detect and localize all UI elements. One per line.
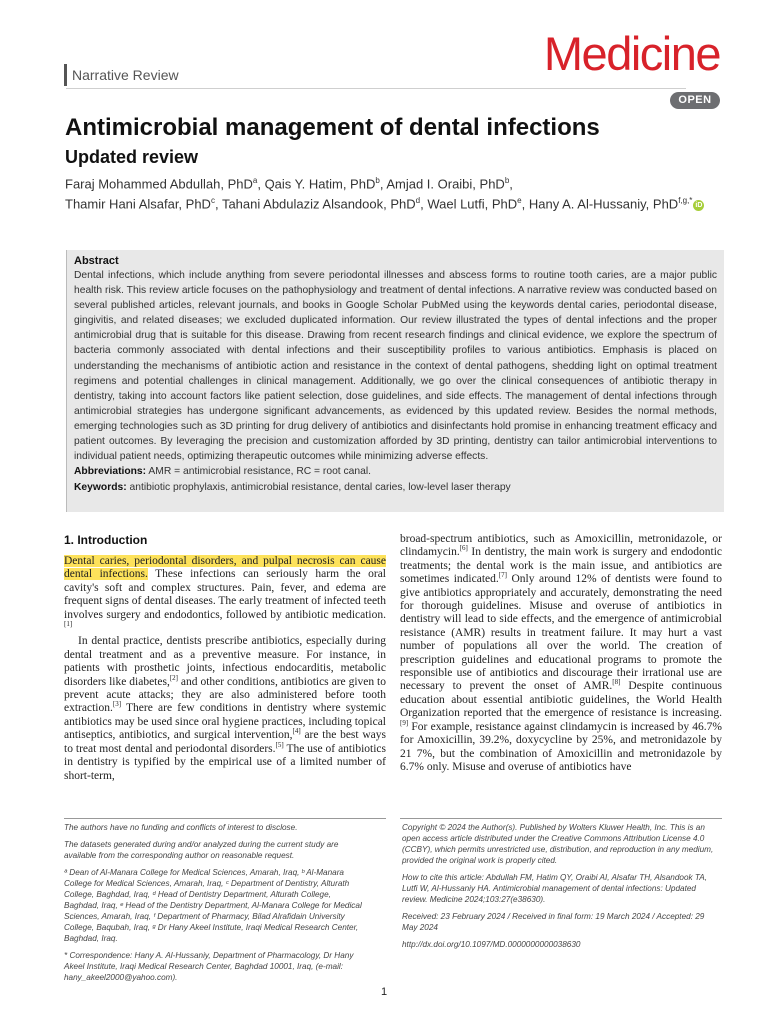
affiliation-mark: f,g,*	[678, 196, 693, 206]
body-text: broad-spectrum antibiotics, such as Amoxicillin, metronidazole, or clindamycin.	[400, 533, 722, 559]
author: Tahani Abdulaziz Alsandook, PhD	[221, 196, 416, 212]
article-subtitle: Updated review	[65, 147, 199, 167]
correspondence-note: * Correspondence: Hany A. Al-Hussaniy, Department of Pharmacology, Dr Hany Akeel Institute, Iraqi Medical Research Center, Baghdad 10001, Iraq, (e-mail: hany_akeel2000@yahoo.com).	[64, 951, 354, 982]
body-column-left	[64, 555, 386, 783]
author: Qais Y. Hatim, PhD	[264, 176, 376, 192]
abbreviations-label: Abbreviations:	[74, 466, 147, 478]
affiliation-mark: d	[415, 196, 421, 206]
abstract-box	[66, 250, 724, 512]
body-text: In dentistry, the main work is surgery and endodontic treatments; the dental work is the main issue, and antibiotics are sometimes indicated.	[400, 546, 722, 586]
abbreviations-text: AMR = antimicrobial resistance, RC = root canal.	[148, 466, 372, 478]
keywords	[74, 480, 717, 496]
citation-link[interactable]: [9]	[400, 718, 409, 727]
doi-link[interactable]: http://dx.doi.org/10.1097/MD.0000000000038630	[402, 940, 581, 949]
citation-link[interactable]: [3]	[112, 700, 122, 709]
paragraph	[400, 533, 722, 774]
footnotes-left	[64, 822, 364, 989]
footnote-rule	[400, 818, 722, 819]
dates-note: Received: 23 February 2024 / Received in final form: 19 March 2024 / Accepted: 29 May 2024	[402, 912, 705, 932]
open-access-badge: OPEN	[670, 92, 720, 109]
citation-note: How to cite this article: Abdullah FM, Hatim QY, Oraibi AI, Alsafar TH, Alsandook TA, Lutfi W, Al-Hussaniy HA. Antimicrobial management of dental infections: Updated review. Medicine 2024;103:27(e38630).	[402, 873, 708, 904]
paragraph	[64, 555, 386, 635]
affiliations-note: ª Dean of Al-Manara College for Medical Sciences, Amarah, Iraq, ᵇ Al-Manara College for Medical Sciences, Amarah, Iraq, ᶜ Department of Dentistry, Alturath College, Baghdad, Iraq, ᵈ Head of Dentistry Department, Alturath College, Baghdad, Iraq, ᵉ Head of the Dentistry Department, Al-Manara College for Medical Sciences, Amarah, Iraq, ᶠ Department of Pharmacy, Bilad Alrafidain University College, Baqubah, Iraq, ᵍ Dr Hany Akeel Institute, Iraqi Medical Research Center, Baghdad, Iraq.	[64, 868, 362, 943]
body-text: For example, resistance against clindamycin is increased by 46.7% for Amoxicillin, 39.2%, doxycycline by 25%, and metronidazole by 21 7%, but the combination of Amoxicillin and metronidazole by 6.7% only. Misuse and overuse of antibiotics have	[400, 720, 722, 773]
funding-note: The authors have no funding and conflicts of interest to disclose.	[64, 823, 298, 832]
affiliation-mark: b	[504, 176, 510, 185]
affiliation-mark: c	[210, 196, 215, 206]
page-number: 1	[380, 986, 388, 998]
citation-link[interactable]: [4]	[292, 727, 301, 736]
author: Thamir Hani Alsafar, PhD	[65, 196, 211, 212]
keywords-label: Keywords:	[74, 482, 127, 494]
article-title: Antimicrobial management of dental infections	[65, 114, 600, 141]
journal-logo: Medicine	[543, 27, 720, 80]
body-text: In dental practice, dentists prescribe antibiotics, especially during dental treatment and as a preventive measure. For instance, in patients with prosthetic joints, infectious endocarditis, metabolic disorders like diabetes,	[64, 635, 386, 688]
citation-link[interactable]: [1]	[64, 620, 73, 629]
body-text: and other conditions, antibiotics are given to prevent acute attacks; they are also administered before tooth extraction.	[64, 675, 386, 715]
abstract-text: Dental infections, which include anything from severe periodontal illnesses and abscess forms to routine tooth caries, are a major public health risk. This review article focuses on the pathophysiology and treatment of dental infections. A narrative review was conducted based on several published articles, relevant journals, and books in Google Scholar PubMed using the keywords dental caries, periodontal disease, gingivitis, and related diseases; we excluded duplicated information. Our review illustrated the types of dental infections and the proper antimicrobial drug that is suitable for this disease. Drawing from recent research findings and clinical evidence, we explore the spectrum of bacteria commonly associated with dental infections and their susceptibility profiles to various antibiotics. Emphasis is placed on understanding the mechanisms of antibiotic action and resistance in the context of dental pathogens, shedding light on optimal treatment regimens and potential challenges in clinical management. Additionally, we go over the clinical consequences of antibiotic therapy in dentistry, taking into account factors like patient selection, dose guidelines, and side effects. The management of dental infections through antimicrobial strategies has undergone significant advancements, as evidenced by this updated review. Besides the normal methods, emerging technologies such as 3D printing for drug delivery of antibiotics and disinfectants hold promise in enhancing treatment efficacy and patient outcomes. By leveraging the precision and customization afforded by 3D printing, dentistry can tailor antimicrobial interventions to individual patient needs, optimizing therapeutic outcomes while minimizing adverse effects.	[74, 270, 717, 463]
body-text: The use of antibiotics in dentistry is typified by the empirical use of a limited number of short-term,	[64, 742, 386, 782]
footnote-rule	[64, 818, 386, 819]
author: Hany A. Al-Hussaniy, PhD	[528, 196, 679, 212]
paragraph	[64, 635, 386, 782]
body-text: Despite continuous education about essential antibiotic guidelines, the World Health Organization reported that the emergence of resistance is increasing.	[400, 680, 722, 720]
body-text: Only around 12% of dentists were found to give antibiotics appropriately and accurately, demonstrating the need for thorough guidelines. Misuse and overuse of antibiotics in dentistry will lead to side effects, and the emergence of antimicrobial resistance (AMR) results in treatment failure. It may hurt a vast number of populations all over the world. The creation of prescription guidelines and educational programs to promote the responsible use of antibiotics and discourage their irrational use are necessary to prevent the onset of AMR.	[400, 573, 722, 693]
orcid-icon[interactable]: iD	[695, 201, 703, 209]
author: Amjad I. Oraibi, PhD	[386, 176, 505, 192]
keywords-text: antibiotic prophylaxis, antimicrobial resistance, dental caries, low-level laser therapy	[129, 482, 511, 494]
author: Wael Lutfi, PhD	[427, 196, 518, 212]
abstract-heading: Abstract	[74, 255, 119, 267]
citation-link[interactable]: [5]	[275, 740, 284, 749]
citation-link[interactable]: [8]	[612, 678, 621, 687]
body-column-right	[400, 533, 722, 774]
body-text: There are few conditions in dentistry where systemic antibiotics may be used since oral hygiene practices, including topical antiseptics, antibiotics, and surgical intervention,	[64, 702, 386, 742]
highlighted-text[interactable]: Dental caries, periodontal disorders, and pulpal necrosis can cause dental infections.	[64, 555, 386, 581]
body-text: These infections can seriously harm the oral cavity's soft and complex structures. Pain, fever, and edema are frequent signs of dental diseases. The early treatment of infected teeth involves surgery and endodontics, followed by antibiotic medication.	[64, 568, 386, 621]
footnotes-right	[402, 822, 720, 956]
section-label: Narrative Review	[64, 64, 179, 86]
affiliation-mark: e	[517, 196, 522, 206]
body-text: are the best ways to treat most dental and periodontal disorders.	[64, 729, 386, 755]
citation-link[interactable]: [6]	[459, 544, 468, 553]
citation-link[interactable]: [7]	[498, 571, 507, 580]
section-heading: 1. Introduction	[64, 533, 148, 547]
citation-link[interactable]: [2]	[169, 673, 178, 682]
header-rule	[66, 88, 686, 89]
author: Faraj Mohammed Abdullah, PhD	[65, 176, 253, 192]
abbreviations	[74, 464, 717, 480]
author-list: Faraj Mohammed Abdullah, PhD$^a$, Qais Y. Hatim, PhD$^b$, Amjad I. Oraibi, PhD$^b$, Thamir Hani Alsafar, PhD$^c$, Tahani Abdulaziz Alsandook, PhD$^d$, Wael Lutfi, PhD$^e$, Hany A. Al-Hussaniy, PhD$^{f,g,*}$ iD	[65, 176, 703, 212]
data-availability-note: The datasets generated during and/or analyzed during the current study are available from the corresponding author on reasonable request.	[64, 840, 339, 860]
copyright-note: Copyright © 2024 the Author(s). Published by Wolters Kluwer Health, Inc. This is an open access article distributed under the Creative Commons Attribution License 4.0 (CCBY), which permits unrestricted use, distribution, and reproduction in any medium, provided the original work is properly cited.	[402, 823, 714, 865]
affiliation-mark: b	[375, 176, 380, 185]
affiliation-mark: a	[252, 176, 258, 185]
